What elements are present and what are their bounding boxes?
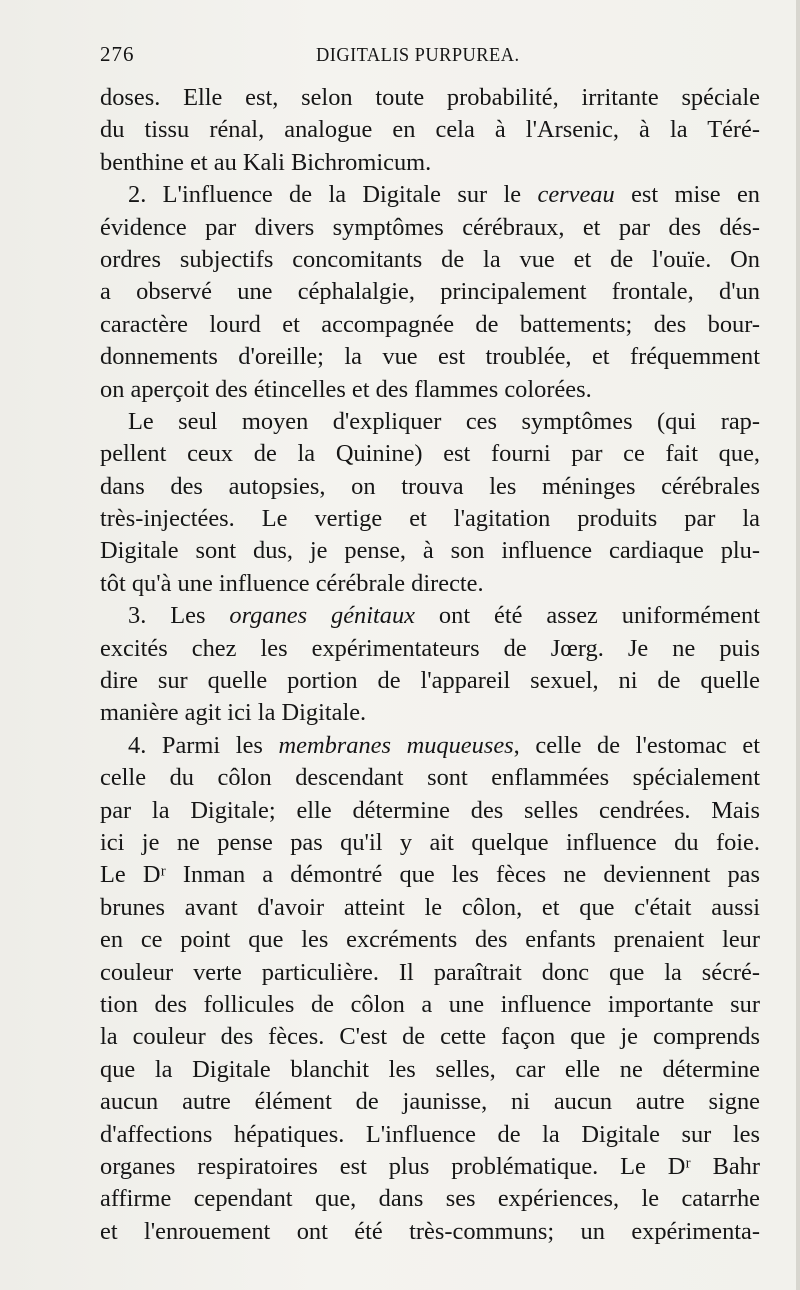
text-line: [100, 82, 760, 114]
text-segment: celle du côlon descendant sont enflammées spécialement: [100, 764, 760, 792]
text-line: [100, 1183, 760, 1215]
text-segment: benthine et au Kali Bichromicum.: [100, 148, 432, 176]
running-title: DIGITALIS PURPUREA.: [316, 44, 520, 66]
text-segment: couleur verte particulière. Il paraîtrait donc que la sécré-: [100, 958, 760, 986]
text-line: [100, 1119, 760, 1151]
text-line: [100, 309, 760, 341]
text-line: [100, 276, 760, 308]
text-segment: Le seul moyen d'expliquer ces symptômes (qui rap-: [128, 407, 760, 435]
text-line: [100, 1054, 760, 1086]
page-edge: [796, 0, 800, 1290]
text-line: [100, 244, 760, 276]
text-segment: , celle de l'estomac et: [513, 731, 760, 759]
text-line: [100, 438, 760, 470]
text-line: [100, 1086, 760, 1118]
text-line: [100, 471, 760, 503]
text-line: [100, 535, 760, 567]
italic-text: cerveau: [537, 181, 615, 209]
text-segment: du tissu rénal, analogue en cela à l'Arsenic, à la Téré-: [100, 116, 760, 144]
text-segment: brunes avant d'avoir atteint le côlon, et que c'était aussi: [100, 893, 760, 921]
text-segment: en ce point que les excréments des enfants prenaient leur: [100, 926, 760, 954]
text-segment: Le Dʳ Inman a démontré que les fèces ne deviennent pas: [100, 861, 760, 889]
text-segment: doses. Elle est, selon toute probabilité, irritante spéciale: [100, 84, 760, 111]
text-segment: d'affections hépatiques. L'influence de la Digitale sur les: [100, 1120, 760, 1148]
text-segment: donnements d'oreille; la vue est troublée, et fréquemment: [100, 343, 760, 371]
body-text: [100, 82, 760, 1248]
text-line: [100, 503, 760, 535]
running-header: [100, 42, 760, 76]
text-line: [100, 1151, 760, 1183]
text-line: [100, 989, 760, 1021]
text-segment: tôt qu'à une influence cérébrale directe.: [100, 569, 484, 597]
text-line: [100, 827, 760, 859]
text-line: [100, 762, 760, 794]
text-line: [100, 600, 760, 632]
italic-text: organes génitaux: [229, 602, 415, 630]
text-line: [100, 957, 760, 989]
text-line: [100, 697, 760, 729]
text-line: [100, 568, 760, 600]
text-segment: très-injectées. Le vertige et l'agitation produits par la: [100, 505, 760, 533]
text-segment: dans des autopsies, on trouva les méninges cérébrales: [100, 472, 760, 500]
text-line: [100, 859, 760, 891]
text-line: [100, 795, 760, 827]
text-line: [100, 892, 760, 924]
page-number: 276: [100, 42, 135, 66]
text-line: [100, 406, 760, 438]
text-segment: 3. Les: [128, 602, 230, 630]
text-segment: pellent ceux de la Quinine) est fourni par ce fait que,: [100, 440, 760, 468]
text-line: [100, 179, 760, 211]
text-segment: 2. L'influence de la Digitale sur le: [128, 181, 538, 209]
text-segment: dire sur quelle portion de l'appareil sexuel, ni de quelle: [100, 667, 760, 695]
text-line: [100, 633, 760, 665]
text-segment: affirme cependant que, dans ses expériences, le catarrhe: [100, 1185, 760, 1213]
text-line: [100, 147, 760, 179]
text-segment: excités chez les expérimentateurs de Jœrg. Je ne puis: [100, 634, 760, 662]
text-line: [100, 341, 760, 373]
text-line: [100, 665, 760, 697]
text-line: [100, 212, 760, 244]
text-line: [100, 1021, 760, 1053]
text-line: [100, 924, 760, 956]
italic-text: membranes muqueuses: [278, 731, 514, 759]
text-segment: est mise en: [614, 181, 760, 209]
text-line: [100, 374, 760, 406]
text-segment: caractère lourd et accompagnée de battements; des bour-: [100, 310, 760, 338]
text-segment: la couleur des fèces. C'est de cette façon que je comprends: [100, 1023, 760, 1051]
text-segment: tion des follicules de côlon a une influence importante sur: [100, 990, 760, 1018]
text-segment: ont été assez uniformément: [415, 602, 760, 630]
text-line: [100, 730, 760, 762]
text-segment: 4. Parmi les: [128, 731, 279, 759]
text-segment: on aperçoit des étincelles et des flammes colorées.: [100, 375, 592, 403]
text-segment: ici je ne pense pas qu'il y ait quelque influence du foie.: [100, 828, 760, 856]
text-segment: Digitale sont dus, je pense, à son influence cardiaque plu-: [100, 537, 760, 565]
text-segment: manière agit ici la Digitale.: [100, 699, 367, 727]
text-segment: et l'enrouement ont été très-communs; un expérimenta-: [100, 1217, 760, 1245]
text-line: [100, 1216, 760, 1248]
text-segment: aucun autre élément de jaunisse, ni aucun autre signe: [100, 1088, 760, 1116]
text-segment: évidence par divers symptômes cérébraux, et par des dés-: [100, 213, 760, 241]
text-segment: organes respiratoires est plus problématique. Le Dʳ Bahr: [100, 1152, 760, 1180]
text-segment: que la Digitale blanchit les selles, car elle ne détermine: [100, 1055, 760, 1083]
text-segment: par la Digitale; elle détermine des selles cendrées. Mais: [100, 796, 760, 824]
text-segment: ordres subjectifs concomitants de la vue et de l'ouïe. On: [100, 245, 760, 273]
text-line: [100, 114, 760, 146]
text-segment: a observé une céphalalgie, principalement frontale, d'un: [100, 278, 760, 306]
